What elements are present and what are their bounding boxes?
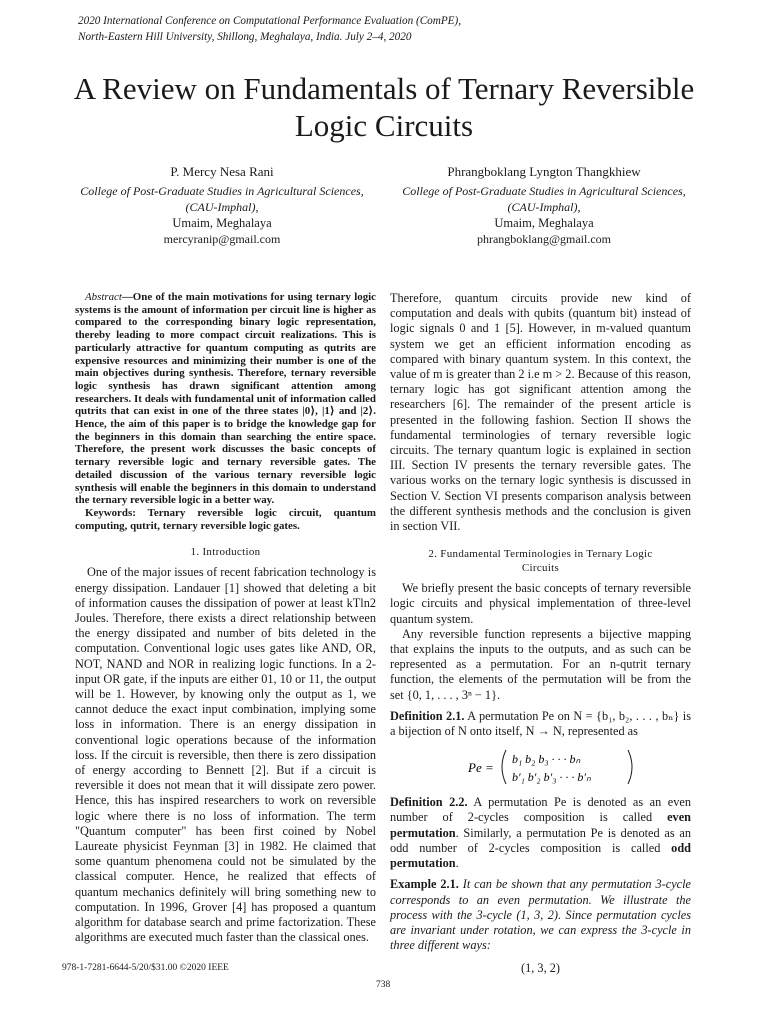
footer-copyright: 978-1-7281-6644-5/20/$31.00 ©2020 IEEE (62, 963, 229, 973)
author-affiliation-sub: (CAU-Imphal), (507, 200, 581, 214)
terminologies-paragraph-2: Any reversible function represents a bijective mapping that explains the inputs to the outputs, and as such can be represented as a permutation. For an n-qutrit ternary function, the elements of the permutation will be from the set {0, 1, . . . , 3ⁿ − 1}. (390, 626, 691, 702)
author-email[interactable]: mercyranip@gmail.com (163, 232, 281, 246)
abstract-lead: Abstract (85, 291, 122, 303)
definition-2-1 (390, 709, 691, 739)
author-location: Umaim, Meghalaya (172, 216, 272, 230)
example-text: It can be shown that any permutation 3-cycle corresponds to an even permutation. We illustrate the process with the 3-cycle (1, 3, 2). Since permutation cycles are invariant under rotation, we can express the 3-cycle in three different ways: (390, 877, 691, 953)
keywords: Keywords: Ternary reversible logic circuit, quantum computing, qutrit, ternary reversible logic gates. (75, 506, 376, 532)
author-email[interactable]: phrangboklang@gmail.com (476, 232, 612, 246)
example-2-1 (390, 877, 691, 953)
title-line-1: A Review on Fundamentals of Ternary Reversible (73, 71, 695, 106)
paper-title (40, 70, 728, 144)
right-column (390, 291, 691, 977)
example-cycle: (1, 3, 2) (521, 961, 560, 976)
section-heading-terminologies (390, 547, 691, 575)
author-name: P. Mercy Nesa Rani (170, 164, 274, 179)
example-label: Example 2.1. (390, 877, 459, 892)
definition-text-1: A permutation Pe is denoted as an even number of 2-cycles composition is called (390, 795, 691, 825)
introduction-paragraph: One of the major issues of recent fabrication technology is energy dissipation. Landauer [1] showed that deleting a bit of information causes the dissipation of power at least kTln2 Joules. Therefore, there exists a direct relationship between the energy dissipated and number of bits deleted in the computation. Conventional logic uses gates like AND, OR, NOT, NAND and NOR in realizing logic functions. In a 2-input OR gate, if the inputs are either 01, 10 or 11, the output will be 1. However, by knowing only the output as 1, we cannot deduce the exact input combination, implying some loss in information. There is an energy dissipation in conventional logic operations because of the information loss. If the circuit is reversible, then there is zero dissipation of energy according to Bennett [2]. But if a circuit is reversible it does not mean that it will dissipate zero power. Hence, this has inspired researchers to work on reversible logic where there is no loss of information. The term "Quantum computer" has been first coined by Nobel Laureate physicist Feynman [3] in 1982. He claimed that some quantum phenomena could not be simulated by the classical computer. Hence, he realized that effects of quantum mechanics definitely will bring something new to computation. In 1996, Grover [4] has proposed a quantum algorithm for database search and prime factorization. These algorithms are executed much faster than the classical ones. (75, 565, 376, 945)
section-heading-line-2: Circuits (521, 562, 560, 575)
definition-label: Definition 2.1. (390, 708, 465, 723)
section-heading-line-1: 2. Fundamental Terminologies in Ternary Logic (428, 548, 653, 561)
abstract (75, 291, 376, 532)
matrix-lhs: Pe = (468, 760, 494, 776)
page-number: 738 (376, 980, 391, 990)
author-name: Phrangboklang Lyngton Thangkhiew (447, 164, 641, 179)
definition-text: A permutation Pe on N = {b₁, b₂, . . . , bₙ} is a bijection of N onto itself, N → N, represented as (390, 708, 691, 739)
matrix-row-2: b′₁ b′₂ b′₃ · · · b′ₙ (512, 770, 591, 785)
author-location: Umaim, Meghalaya (494, 216, 594, 230)
section-heading-introduction: 1. Introduction (190, 546, 261, 559)
definition-text-2: . Similarly, a permutation Pe is denoted as an odd number of 2-cycles composition is called (390, 825, 691, 855)
author-block-1 (62, 164, 382, 247)
author-block-2 (384, 164, 704, 247)
title-line-2: Logic Circuits (294, 108, 474, 143)
right-paren-icon (628, 750, 632, 784)
permutation-matrix (390, 747, 691, 787)
matrix-row-1: b₁ b₂ b₃ · · · bₙ (512, 752, 581, 767)
intro-continuation-paragraph: Therefore, quantum circuits provide new kind of computation and deals with qubits (quantum bit) instead of logic signals 0 and 1 [5]. However, in m-valued quantum system we get an efficient information encoding as compared with binary quantum system. In this context, the value of m is greater than 2 i.e m > 2. Because of this reason, ternary logic has got significant attention among the researchers [6]. The remainder of the present article is presented in the following fashion. Section II shows the fundamental terminologies of ternary reversible logic circuits. The ternary quantum logic is explained in section III. Section IV presents the ternary reversible gates. The various works on the ternary logic synthesis is discussed in Section V. Section VI presents comparison analysis between the different synthesis methods and the conclusion is given in section VII. (390, 291, 691, 534)
definition-2-2 (390, 795, 691, 871)
conference-header (78, 14, 461, 45)
terminologies-paragraph-1: We briefly present the basic concepts of ternary reversible logic circuits and physical implementation of three-level quantum system. (390, 581, 691, 626)
definition-text-3: . (455, 856, 459, 871)
definition-label: Definition 2.2. (390, 795, 468, 810)
definition-bold-1: even permutation (390, 810, 691, 840)
author-affiliation: College of Post-Graduate Studies in Agricultural Sciences, (80, 184, 364, 198)
conference-line-1: 2020 International Conference on Computational Performance Evaluation (ComPE), (78, 15, 462, 27)
matrix-svg (390, 747, 691, 787)
abstract-text: —One of the main motivations for using ternary logic systems is the amount of information per circuit line is higher as compared to the corresponding binary logic representation, thereby leading to more compact circuit realizations. This is particularly attractive for quantum computing as qutrits are expensive resources and minimizing their number is one of the main objectives during synthesis. Therefore, ternary reversible logic synthesis has drawn significant attention among researchers. It deals with fundamental unit of information called qutrits that can exist in one of the three states |0⟩, |1⟩ and |2⟩. Hence, the aim of this paper is to bridge the knowledge gap for the beginners in this domain than searching the entire space. Therefore, the present work discusses the basic concepts of ternary reversible logic and ternary reversible gates. The detailed discussion of the various ternary reversible logic synthesis will enable the beginners in this domain to understand the ternary reversible logic in a better way. (75, 291, 376, 507)
definition-bold-2: odd permutation (390, 840, 691, 871)
left-column (75, 291, 376, 945)
author-affiliation-sub: (CAU-Imphal), (185, 200, 259, 214)
author-affiliation: College of Post-Graduate Studies in Agricultural Sciences, (402, 184, 686, 198)
conference-line-2: North-Eastern Hill University, Shillong, Meghalaya, India. July 2–4, 2020 (78, 30, 412, 43)
left-paren-icon (502, 750, 506, 784)
